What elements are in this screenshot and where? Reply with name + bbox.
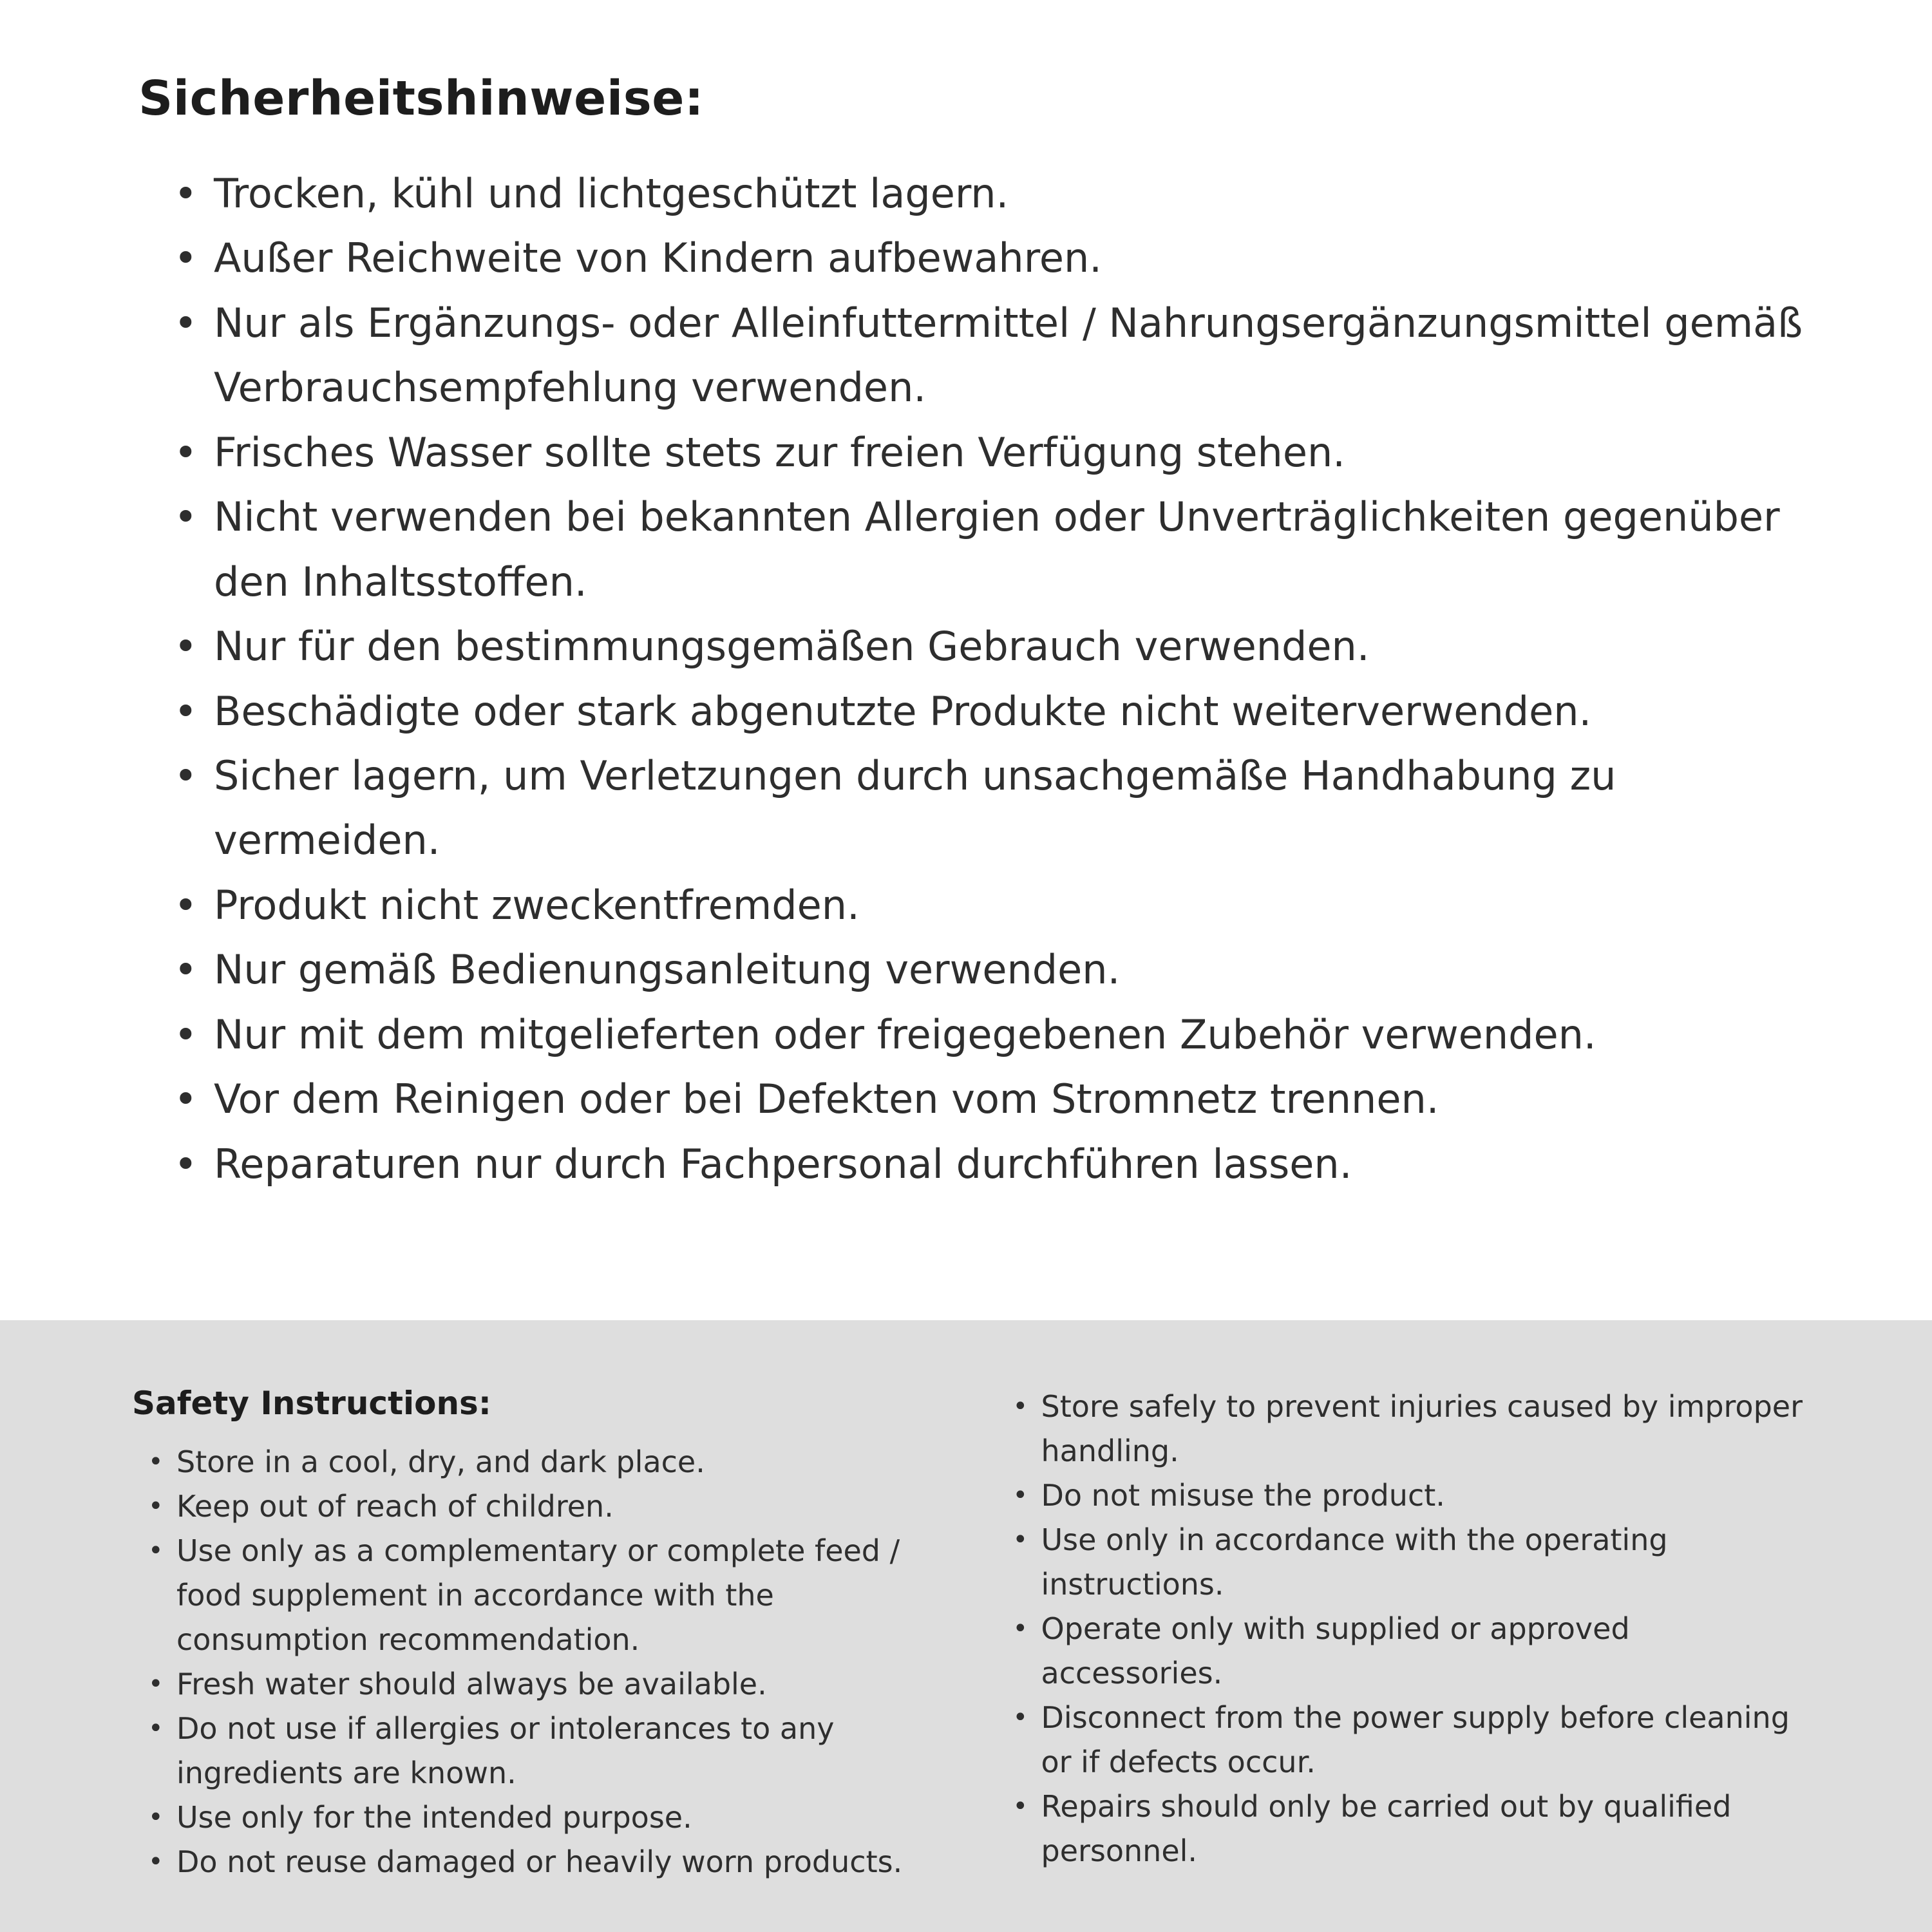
english-safety-section	[0, 1320, 1932, 1932]
list-item: • Disconnect from the power supply before cleaning or if defects occur.	[1013, 1696, 1817, 1785]
list-item: • Nur als Ergänzungs- oder Alleinfuttermittel / Nahrungsergänzungsmittel gemäß Verbrauchsempfehlung verwenden.	[174, 291, 1803, 421]
list-item: • Do not use if allergies or intolerances to any ingredients are known.	[148, 1707, 936, 1795]
german-safety-list	[174, 162, 1803, 1197]
list-item: • Store safely to prevent injuries caused by improper handling.	[1013, 1385, 1817, 1473]
list-item: • Produkt nicht zweckentfremden.	[174, 873, 1803, 938]
list-item: • Vor dem Reinigen oder bei Defekten vom Stromnetz trennen.	[174, 1067, 1803, 1132]
list-item: • Do not reuse damaged or heavily worn products.	[148, 1840, 936, 1884]
english-safety-list-left	[148, 1440, 936, 1884]
list-item: • Trocken, kühl und lichtgeschützt lagern.	[174, 162, 1803, 226]
list-item: • Do not misuse the product.	[1013, 1473, 1817, 1518]
english-section-title: Safety Instructions:	[132, 1385, 491, 1422]
list-item: • Reparaturen nur durch Fachpersonal durchführen lassen.	[174, 1132, 1803, 1197]
list-item: • Nur gemäß Bedienungsanleitung verwenden.	[174, 938, 1803, 1002]
english-left-column	[132, 1385, 936, 1884]
list-item: • Nur mit dem mitgelieferten oder freigegebenen Zubehör verwenden.	[174, 1003, 1803, 1067]
list-item: • Frisches Wasser sollte stets zur freien Verfügung stehen.	[174, 421, 1803, 485]
list-item: • Repairs should only be carried out by qualified personnel.	[1013, 1785, 1817, 1873]
list-item: • Sicher lagern, um Verletzungen durch unsachgemäße Handhabung zu vermeiden.	[174, 744, 1803, 873]
list-item: • Use only in accordance with the operating instructions.	[1013, 1518, 1817, 1607]
english-right-column	[1013, 1385, 1817, 1873]
list-item: • Use only for the intended purpose.	[148, 1795, 936, 1840]
list-item: • Nicht verwenden bei bekannten Allergien oder Unverträglichkeiten gegenüber den Inhaltsstoffen.	[174, 485, 1803, 614]
list-item: • Use only as a complementary or complete feed / food supplement in accordance with the consumption recommendation.	[148, 1529, 936, 1662]
english-safety-list-right	[1013, 1385, 1817, 1873]
list-item: • Außer Reichweite von Kindern aufbewahren.	[174, 226, 1803, 290]
list-item: • Store in a cool, dry, and dark place.	[148, 1440, 936, 1484]
list-item: • Keep out of reach of children.	[148, 1484, 936, 1529]
list-item: • Beschädigte oder stark abgenutzte Produkte nicht weiterverwenden.	[174, 679, 1803, 744]
list-item: • Fresh water should always be available.	[148, 1662, 936, 1707]
list-item: • Nur für den bestimmungsgemäßen Gebrauch verwenden.	[174, 614, 1803, 679]
list-item: • Operate only with supplied or approved accessories.	[1013, 1607, 1817, 1696]
german-section-title: Sicherheitshinweise:	[138, 71, 705, 126]
